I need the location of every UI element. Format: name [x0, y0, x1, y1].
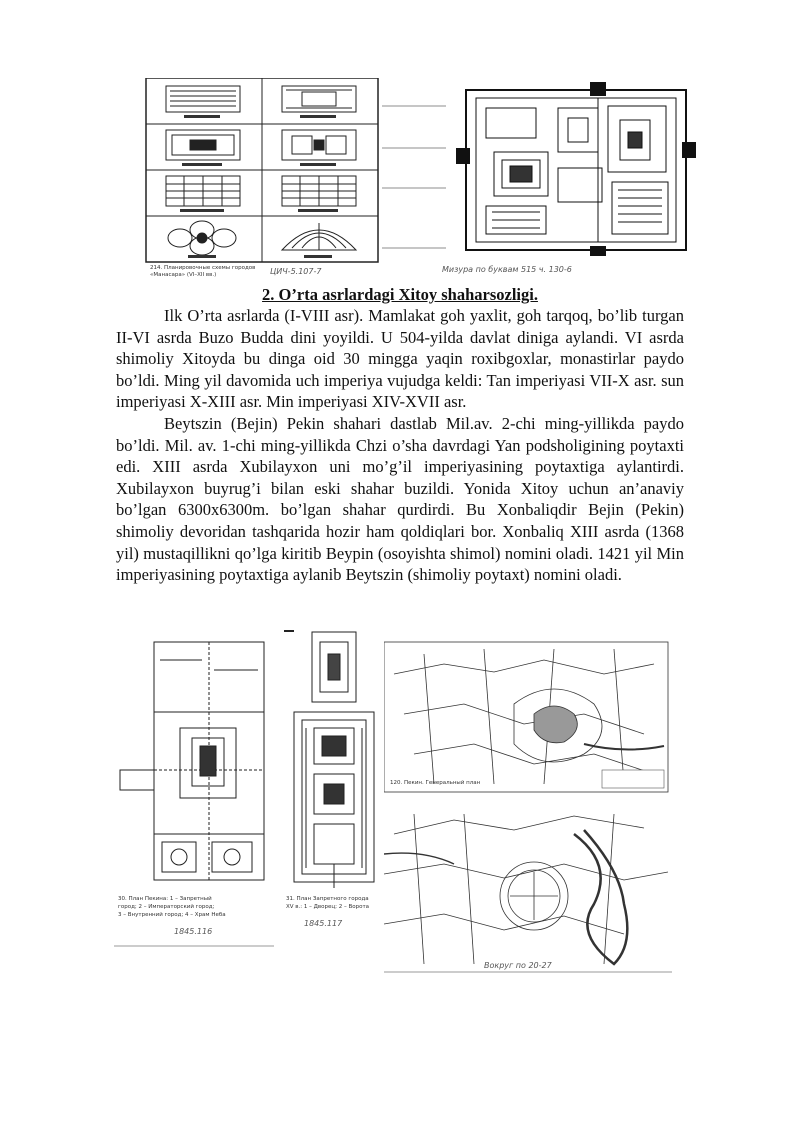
- figure-note: 1845.116: [174, 927, 213, 936]
- svg-text:214. Планировочные схемы город: 214. Планировочные схемы городов: [150, 265, 256, 271]
- svg-text:31. План Запретного города: 31. План Запретного города: [286, 896, 369, 902]
- body-text: [116, 305, 684, 586]
- svg-text:«Манасара» (VI–XII вв.): «Манасара» (VI–XII вв.): [150, 272, 217, 278]
- figure-note: 1845.117: [304, 919, 343, 928]
- svg-text:XV в.: 1 – Дворец; 2 – Ворота: XV в.: 1 – Дворец; 2 – Ворота: [286, 904, 370, 910]
- figure-note: Вокруг по 20-27: [484, 961, 552, 970]
- figure-note: Мизура по буквам 515 ч. 130-6: [442, 265, 572, 274]
- svg-text:120. Пекин. Генеральный план: 120. Пекин. Генеральный план: [390, 780, 481, 786]
- paragraph: Ilk O’rta asrlarda (I-VIII asr). Mamlakat goh yaxlit, goh tarqoq, bo’lib turgan II-VI asrda Buzo Budda dini yoyildi. U 504-yilda davlat diniga aylandi. VI asrda shimoliy Xitoyda bu dinga oid 30 mingga yaqin roxibgoxlar, monastirlar paydo bo’ldi. Ming yil davomida uch imperiya vujudga keldi: Tan imperiyasi VII-X asr. sun imperiyasi X-XIII asr. Min imperiyasi XIV-XVII asr.: [116, 306, 684, 412]
- svg-text:30. План Пекина: 1 – Запретный: 30. План Пекина: 1 – Запретный: [118, 896, 212, 902]
- figure-note: ЦИЧ-5.107-7: [270, 267, 322, 276]
- figure-city-maps: [384, 634, 672, 976]
- figure-city-plan: [114, 630, 274, 950]
- figure-plan-schemes: [142, 78, 382, 278]
- figure-palace-plan: [382, 78, 712, 278]
- svg-text:город; 2 – Императорский город: город; 2 – Императорский город;: [118, 904, 215, 910]
- paragraph: Beytszin (Bejin) Pekin shahari dastlab Mil.av. 2-chi ming-yillikda paydo bo’ldi. Mil. av. 1-chi ming-yillikda Chzi o’sha davrdagi Yan podsholigining poytaxti edi. XIII asrda Xubilayxon uni mo’g’il imperiyasining poytaxtiga aylantirdi. Xubilayxon buyrug’i bilan eski shahar buzildi. Yonida Xitoy uchun an’anaviy bo’lgan 6300x6300m. bo’lgan shahar qurdirdi. Bu Xonbaliqdir Bejin (Pekin) shimoliy devoridan tashqarida hozir ham qoldiqlari bor. Xonbaliq XIII asrda (1368 yil) mustaqillikni qo’lga kiritib Beypin (osoyishta shimol) nomini oladi. 1421 yil Min imperiyasining poytaxtiga aylanib Beytszin (shimoliy poytaxt) nomini oladi.: [116, 413, 684, 585]
- section-heading: 2. O’rta asrlardagi Xitoy shaharsozligi.: [262, 285, 538, 304]
- figure-palace-complex: [284, 628, 380, 946]
- svg-text:3 – Внутренний город; 4 – Храм: 3 – Внутренний город; 4 – Храм Неба: [118, 912, 226, 918]
